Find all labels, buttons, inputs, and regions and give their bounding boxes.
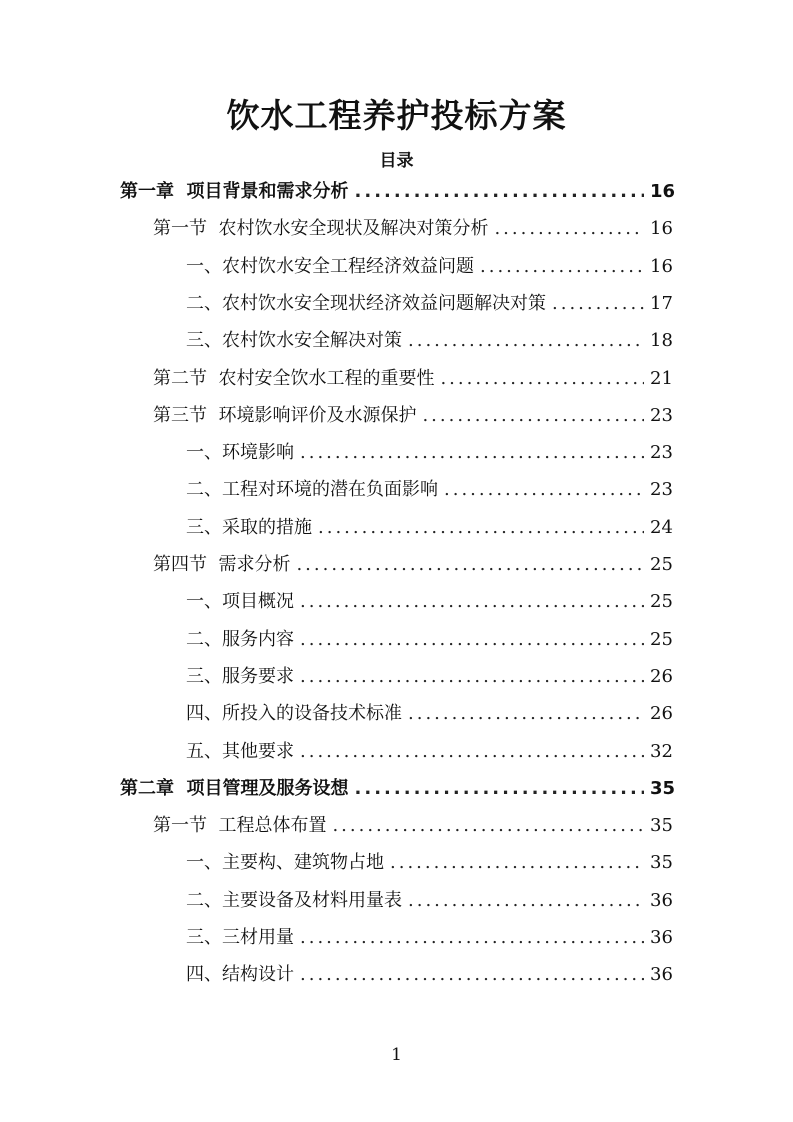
toc-subsection-entry[interactable] <box>186 625 672 655</box>
toc-section-entry[interactable] <box>153 214 672 244</box>
toc-entry-title: 四、结构设计 <box>186 964 294 986</box>
toc-entry-title: 第四节 需求分析 <box>153 554 291 575</box>
page-number: 1 <box>391 1045 402 1065</box>
toc-page-number: 32 <box>650 740 673 762</box>
toc-entry-title: 第二节 农村安全饮水工程的重要性 <box>153 367 435 389</box>
toc-entry-title: 二、主要设备及材料用量表 <box>186 889 402 911</box>
toc-chapter-entry[interactable] <box>120 774 676 804</box>
toc-dot-leader <box>300 587 644 617</box>
toc-section-entry[interactable] <box>153 550 672 580</box>
toc-page-number: 23 <box>650 404 673 426</box>
toc-dot-leader <box>296 550 644 580</box>
toc-page-number: 23 <box>650 479 673 501</box>
toc-entry-title: 二、工程对环境的潜在负面影响 <box>186 479 438 501</box>
toc-page-number: 16 <box>650 218 673 240</box>
toc-subsection-entry[interactable] <box>186 252 672 282</box>
toc-subsection-entry[interactable] <box>186 960 672 990</box>
toc-page-number: 16 <box>650 181 676 202</box>
toc-entry-title: 一、项目概况 <box>186 591 294 613</box>
toc-subsection-entry[interactable] <box>186 737 672 767</box>
toc-entry-title: 第三节 环境影响评价及水源保护 <box>153 404 417 426</box>
toc-section-entry[interactable] <box>153 811 672 841</box>
toc-section-entry[interactable] <box>153 364 672 394</box>
toc-chapter-entry[interactable] <box>120 177 676 207</box>
toc-dot-leader <box>355 177 644 207</box>
toc-page-number: 16 <box>650 255 673 277</box>
toc-page-number: 25 <box>650 554 673 575</box>
toc-page-number: 26 <box>650 703 673 725</box>
toc-subsection-entry[interactable] <box>186 289 672 319</box>
toc-dot-leader <box>300 662 644 692</box>
toc-dot-leader <box>300 737 644 767</box>
toc-page-number: 35 <box>650 852 673 874</box>
toc-page-number: 36 <box>650 889 673 911</box>
toc-page-number: 36 <box>650 964 673 986</box>
toc-entry-title: 第二章 项目管理及服务设想 <box>120 777 349 799</box>
toc-entry-title: 第一节 工程总体布置 <box>153 815 327 837</box>
toc-dot-leader <box>355 774 644 804</box>
toc-page-number: 36 <box>650 927 673 948</box>
toc-entry-title: 二、服务内容 <box>186 628 294 650</box>
toc-entry-title: 三、服务要求 <box>186 665 294 687</box>
document-title: 饮水工程养护投标方案 <box>226 96 567 135</box>
toc-dot-leader <box>440 364 644 394</box>
toc-page-number: 24 <box>650 516 673 538</box>
toc-page-number: 35 <box>650 815 673 837</box>
toc-page-number: 18 <box>650 330 673 352</box>
toc-entry-title: 三、采取的措施 <box>186 516 312 538</box>
toc-subsection-entry[interactable] <box>186 886 672 916</box>
toc-entry-title: 三、三材用量 <box>186 927 294 948</box>
toc-subsection-entry[interactable] <box>186 587 672 617</box>
toc-entry-title: 四、所投入的设备技术标准 <box>186 703 402 725</box>
toc-dot-leader <box>444 475 644 505</box>
toc-dot-leader <box>300 438 644 468</box>
toc-heading: 目录 <box>379 151 414 171</box>
toc-entry-title: 第一章 项目背景和需求分析 <box>120 181 349 202</box>
toc-entry-title: 三、农村饮水安全解决对策 <box>186 330 402 352</box>
toc-subsection-entry[interactable] <box>186 326 672 356</box>
toc-page-number: 25 <box>650 628 673 650</box>
toc-dot-leader <box>408 886 644 916</box>
toc-dot-leader <box>300 923 644 953</box>
toc-subsection-entry[interactable] <box>186 923 672 953</box>
toc-entry-title: 二、农村饮水安全现状经济效益问题解决对策 <box>186 292 546 314</box>
toc-dot-leader <box>300 960 644 990</box>
toc-page-number: 25 <box>650 591 673 613</box>
toc-entry-title: 一、环境影响 <box>186 442 294 464</box>
toc-dot-leader <box>408 326 644 356</box>
toc-dot-leader <box>408 699 644 729</box>
toc-dot-leader <box>332 811 644 841</box>
toc-page-number: 26 <box>650 665 673 687</box>
toc-dot-leader <box>480 252 644 282</box>
toc-page-number: 21 <box>650 367 673 389</box>
toc-dot-leader <box>552 289 644 319</box>
toc-dot-leader <box>300 625 644 655</box>
toc-entry-title: 一、农村饮水安全工程经济效益问题 <box>186 255 474 277</box>
toc-section-entry[interactable] <box>153 401 672 431</box>
toc-entry-title: 五、其他要求 <box>186 740 294 762</box>
toc-dot-leader <box>422 401 644 431</box>
toc-page-number: 23 <box>650 442 673 464</box>
toc-dot-leader <box>494 214 644 244</box>
toc-dot-leader <box>318 513 644 543</box>
toc-entry-title: 第一节 农村饮水安全现状及解决对策分析 <box>153 218 489 240</box>
toc-subsection-entry[interactable] <box>186 513 672 543</box>
toc-subsection-entry[interactable] <box>186 662 672 692</box>
toc-subsection-entry[interactable] <box>186 699 672 729</box>
toc-subsection-entry[interactable] <box>186 475 672 505</box>
toc-subsection-entry[interactable] <box>186 438 672 468</box>
toc-page-number: 17 <box>650 292 673 314</box>
toc-subsection-entry[interactable] <box>186 848 672 878</box>
toc-dot-leader <box>390 848 644 878</box>
toc-page-number: 35 <box>650 777 676 799</box>
toc-entry-title: 一、主要构、建筑物占地 <box>186 852 384 874</box>
